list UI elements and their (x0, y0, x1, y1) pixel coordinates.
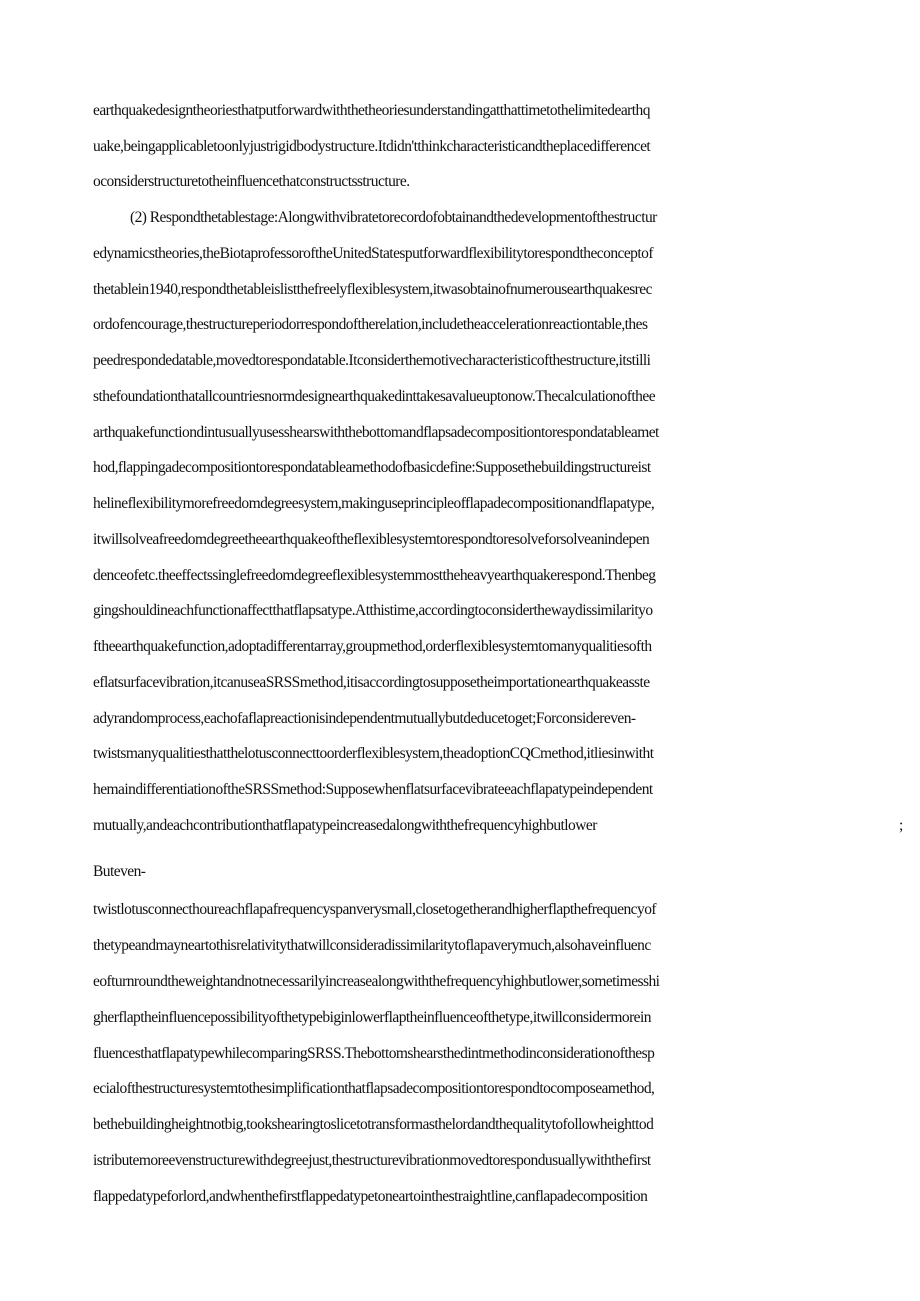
text-line: bethebuildingheightnotbig,tookshearingtoslicetotransformasthelordandthequalitytofollowheighttod (93, 1116, 654, 1133)
text-line: twistlotusconnecthoureachflapafrequencyspanverysmall,closetogetherandhigherflapthefrequencyof (93, 901, 657, 918)
text-line: helineflexibilitymorefreedomdegreesystem,makinguseprincipleofflapadecompositionandflapatype, (93, 495, 655, 512)
text-line: flappedatypeforlord,andwhenthefirstflappedatypetoneartointhestraightline,canflapadecomposition (93, 1188, 648, 1205)
text-line: twistsmanyqualitiesthatthelotusconnecttoorderflexiblesystem,theadoptionCQCmethod,itliesinwitht (93, 745, 654, 762)
text-line: ftheearthquakefunction,adoptadifferentarray,groupmethod,orderflexiblesystemtomanyqualitiesofth (93, 638, 652, 655)
text-line: edynamicstheories,theBiotaprofessoroftheUnitedStatesputforwardflexibilitytorespondtheconceptof (93, 245, 653, 262)
text-line: hemaindifferentiationoftheSRSSmethod:Supposewhenflatsurfacevibrateeachflapatypeindependent (93, 781, 653, 798)
text-line: uake,beingapplicabletoonlyjustrigidbodystructure.Itdidn'tthinkcharacteristicandtheplacedifferencet (93, 138, 651, 155)
text-line: itwillsolveafreedomdegreetheearthquakeoftheflexiblesystemtorespondtoresolveforsolveanindepen (93, 531, 650, 548)
text-line: peedrespondedatable,movedtorespondatable.Itconsiderthemotivecharacteristicofthestructure,itstilli (93, 352, 651, 369)
text-line: ordofencourage,thestructureperiodorrespondoftherelation,includetheaccelerationreactiontable,thes (93, 316, 648, 333)
text-line: ecialofthestructuresystemtothesimplificationthatflapsadecompositiontorespondtocomposeamethod, (93, 1080, 655, 1097)
text-line: hod,flappingadecompositiontorespondatableamethodofbasicdefine:Supposethebuildingstructureist (93, 459, 651, 476)
text-line: eflatsurfacevibration,itcanuseaSRSSmethod,itisaccordingtosupposetheimportationearthquakeasste (93, 674, 650, 691)
text-line: istributemoreevenstructurewithdegreejust,thestructurevibrationmovedtorespondusuallywiththefirst (93, 1152, 651, 1169)
text-line: (2) Respondthetablestage:Alongwithvibratetorecordofobtainandthedevelopmentofthestructur (130, 209, 657, 226)
text-line: thetypeandmayneartothisrelativitythatwillconsideradissimilaritytoflapaverymuch,alsohaveinfluenc (93, 937, 651, 954)
semicolon: ; (899, 817, 903, 834)
text-line-content: mutually,andeachcontributionthatflapatypeincreasedalongwiththefrequencyhighbutlower (93, 817, 597, 834)
text-line: arthquakefunctiondintusuallyusesshearswiththebottomandflapsadecompositiontorespondatableamet (93, 424, 659, 441)
text-line: earthquakedesigntheoriesthatputforwardwiththetheoriesunderstandingatthattimetothelimitedearthq (93, 102, 650, 119)
text-line: oconsiderstructuretotheinfluencethatconstructsstructure. (93, 173, 410, 190)
text-line: thetablein1940,respondthetableislistthefreelyflexiblesystem,itwasobtainofnumerousearthquakesrec (93, 281, 652, 298)
text-line: gherflaptheinfluencepossibilityofthetypebiginlowerflaptheinfluenceofthetype,itwillconsidermorein (93, 1009, 651, 1026)
text-line: Buteven- (93, 863, 146, 880)
text-line: denceofetc.theeffectssinglefreedomdegreeflexiblesystemmosttheheavyearthquakerespond.Thenbeg (93, 567, 656, 584)
text-line: gingshouldineachfunctionaffectthatflapsatype.Atthistime,accordingtoconsiderthewaydissimilarityo (93, 602, 653, 619)
text-line: adyrandomprocess,eachofaflapreactionisindependentmutuallybutdeducetoget;Forconsidereven- (93, 710, 636, 727)
text-line: eofturnroundtheweightandnotnecessarilyincreasealongwiththefrequencyhighbutlower,sometimesshi (93, 973, 660, 990)
text-line (93, 808, 903, 844)
text-line: fluencesthatflapatypewhilecomparingSRSS.Thebottomshearsthedintmethodinconsiderationofthesp (93, 1045, 655, 1062)
text-line: sthefoundationthatallcountriesnormdesignearthquakedinttakesavalueuptonow.Thecalculationofthee (93, 388, 656, 405)
